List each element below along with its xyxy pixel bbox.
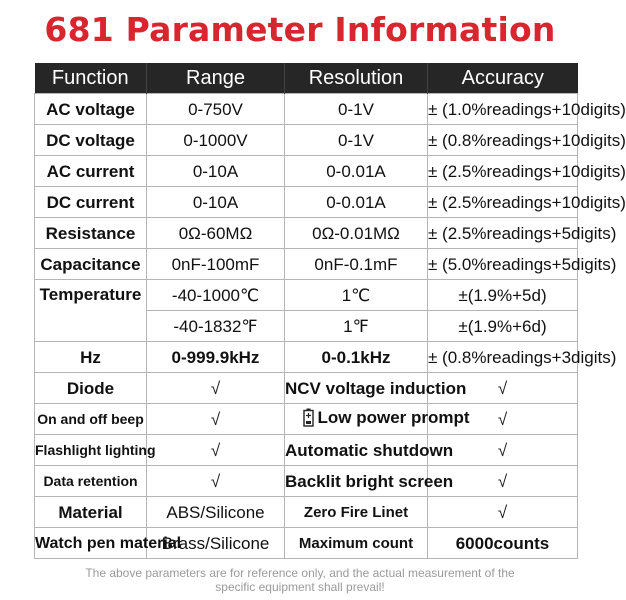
header-accuracy: Accuracy xyxy=(428,63,578,94)
resolution-cell: 1℃ xyxy=(285,280,428,311)
header-range: Range xyxy=(147,63,285,94)
accuracy-cell: ± (1.0%readings+10digits) xyxy=(428,94,578,125)
resolution-cell: 0-1V xyxy=(285,125,428,156)
resolution-cell: Zero Fire Linet xyxy=(285,497,428,528)
check-icon: √ xyxy=(147,404,285,435)
accuracy-cell: ± (5.0%readings+5digits) xyxy=(428,249,578,280)
header-function: Function xyxy=(35,63,147,94)
table-row xyxy=(35,218,578,249)
resolution-cell xyxy=(285,404,470,435)
accuracy-cell: ± (0.8%readings+10digits) xyxy=(428,125,578,156)
accuracy-cell: ± (2.5%readings+10digits) xyxy=(428,156,578,187)
resolution-cell: 0Ω-0.01MΩ xyxy=(285,218,428,249)
function-cell: Diode xyxy=(35,373,147,404)
function-cell: Temperature xyxy=(35,280,147,342)
resolution-cell: Maximum count xyxy=(285,528,428,559)
battery-icon xyxy=(303,408,314,427)
function-cell: AC current xyxy=(35,156,147,187)
check-icon: √ xyxy=(428,466,578,497)
function-cell: AC voltage xyxy=(35,94,147,125)
disclaimer-line: The above parameters are for reference only, and the actual measurement of the specific equipment shall prevail! xyxy=(85,566,515,594)
range-cell: 0-10A xyxy=(147,156,285,187)
function-cell: Watch pen material xyxy=(35,528,147,559)
range-cell: Brass/Silicone xyxy=(147,528,285,559)
range-cell: -40-1000℃ xyxy=(147,280,285,311)
resolution-cell: Backlit bright screen xyxy=(285,466,428,497)
header-resolution: Resolution xyxy=(285,63,428,94)
table-row xyxy=(35,94,578,125)
resolution-cell: NCV voltage induction xyxy=(285,373,428,404)
function-cell: DC voltage xyxy=(35,125,147,156)
range-cell: 0-10A xyxy=(147,187,285,218)
accuracy-cell: 6000counts xyxy=(428,528,578,559)
page-title: 681 Parameter Information xyxy=(44,10,556,49)
table-row xyxy=(35,280,578,311)
disclaimer-text xyxy=(0,566,600,594)
table-row xyxy=(35,249,578,280)
range-cell: 0-750V xyxy=(147,94,285,125)
table-row xyxy=(35,125,578,156)
range-cell: -40-1832℉ xyxy=(147,311,285,342)
low-power-label: Low power prompt xyxy=(317,408,470,427)
range-cell: ABS/Silicone xyxy=(147,497,285,528)
range-cell: 0Ω-60MΩ xyxy=(147,218,285,249)
function-cell: DC current xyxy=(35,187,147,218)
function-cell: Capacitance xyxy=(35,249,147,280)
check-icon: √ xyxy=(147,373,285,404)
accuracy-cell: ± (0.8%readings+3digits) xyxy=(428,342,578,373)
table-row xyxy=(35,156,578,187)
resolution-cell: 0nF-0.1mF xyxy=(285,249,428,280)
accuracy-cell: ± (2.5%readings+10digits) xyxy=(428,187,578,218)
table-row xyxy=(35,404,578,435)
resolution-cell: 0-0.1kHz xyxy=(285,342,428,373)
check-icon: √ xyxy=(428,373,578,404)
function-cell: On and off beep xyxy=(35,404,147,435)
range-cell: 0-1000V xyxy=(147,125,285,156)
table-row xyxy=(35,342,578,373)
table-header-row xyxy=(35,63,578,94)
function-cell: Resistance xyxy=(35,218,147,249)
check-icon: √ xyxy=(428,404,578,435)
resolution-cell: 1℉ xyxy=(285,311,428,342)
function-cell: Flashlight lighting xyxy=(35,435,147,466)
table-row xyxy=(35,466,578,497)
resolution-cell: 0-1V xyxy=(285,94,428,125)
check-icon: √ xyxy=(147,435,285,466)
accuracy-cell: ±(1.9%+6d) xyxy=(428,311,578,342)
accuracy-cell: ± (2.5%readings+5digits) xyxy=(428,218,578,249)
accuracy-cell: ±(1.9%+5d) xyxy=(428,280,578,311)
table-row xyxy=(35,435,578,466)
check-icon: √ xyxy=(428,497,578,528)
range-cell: 0-999.9kHz xyxy=(147,342,285,373)
resolution-cell: 0-0.01A xyxy=(285,156,428,187)
resolution-cell: 0-0.01A xyxy=(285,187,428,218)
function-cell: Hz xyxy=(35,342,147,373)
table-row xyxy=(35,187,578,218)
table-row xyxy=(35,373,578,404)
resolution-cell: Automatic shutdown xyxy=(285,435,428,466)
range-cell: 0nF-100mF xyxy=(147,249,285,280)
table-row xyxy=(35,528,578,559)
function-cell: Data retention xyxy=(35,466,147,497)
check-icon: √ xyxy=(147,466,285,497)
parameter-table xyxy=(34,63,626,559)
check-icon: √ xyxy=(428,435,578,466)
table-row xyxy=(35,497,578,528)
function-cell: Material xyxy=(35,497,147,528)
